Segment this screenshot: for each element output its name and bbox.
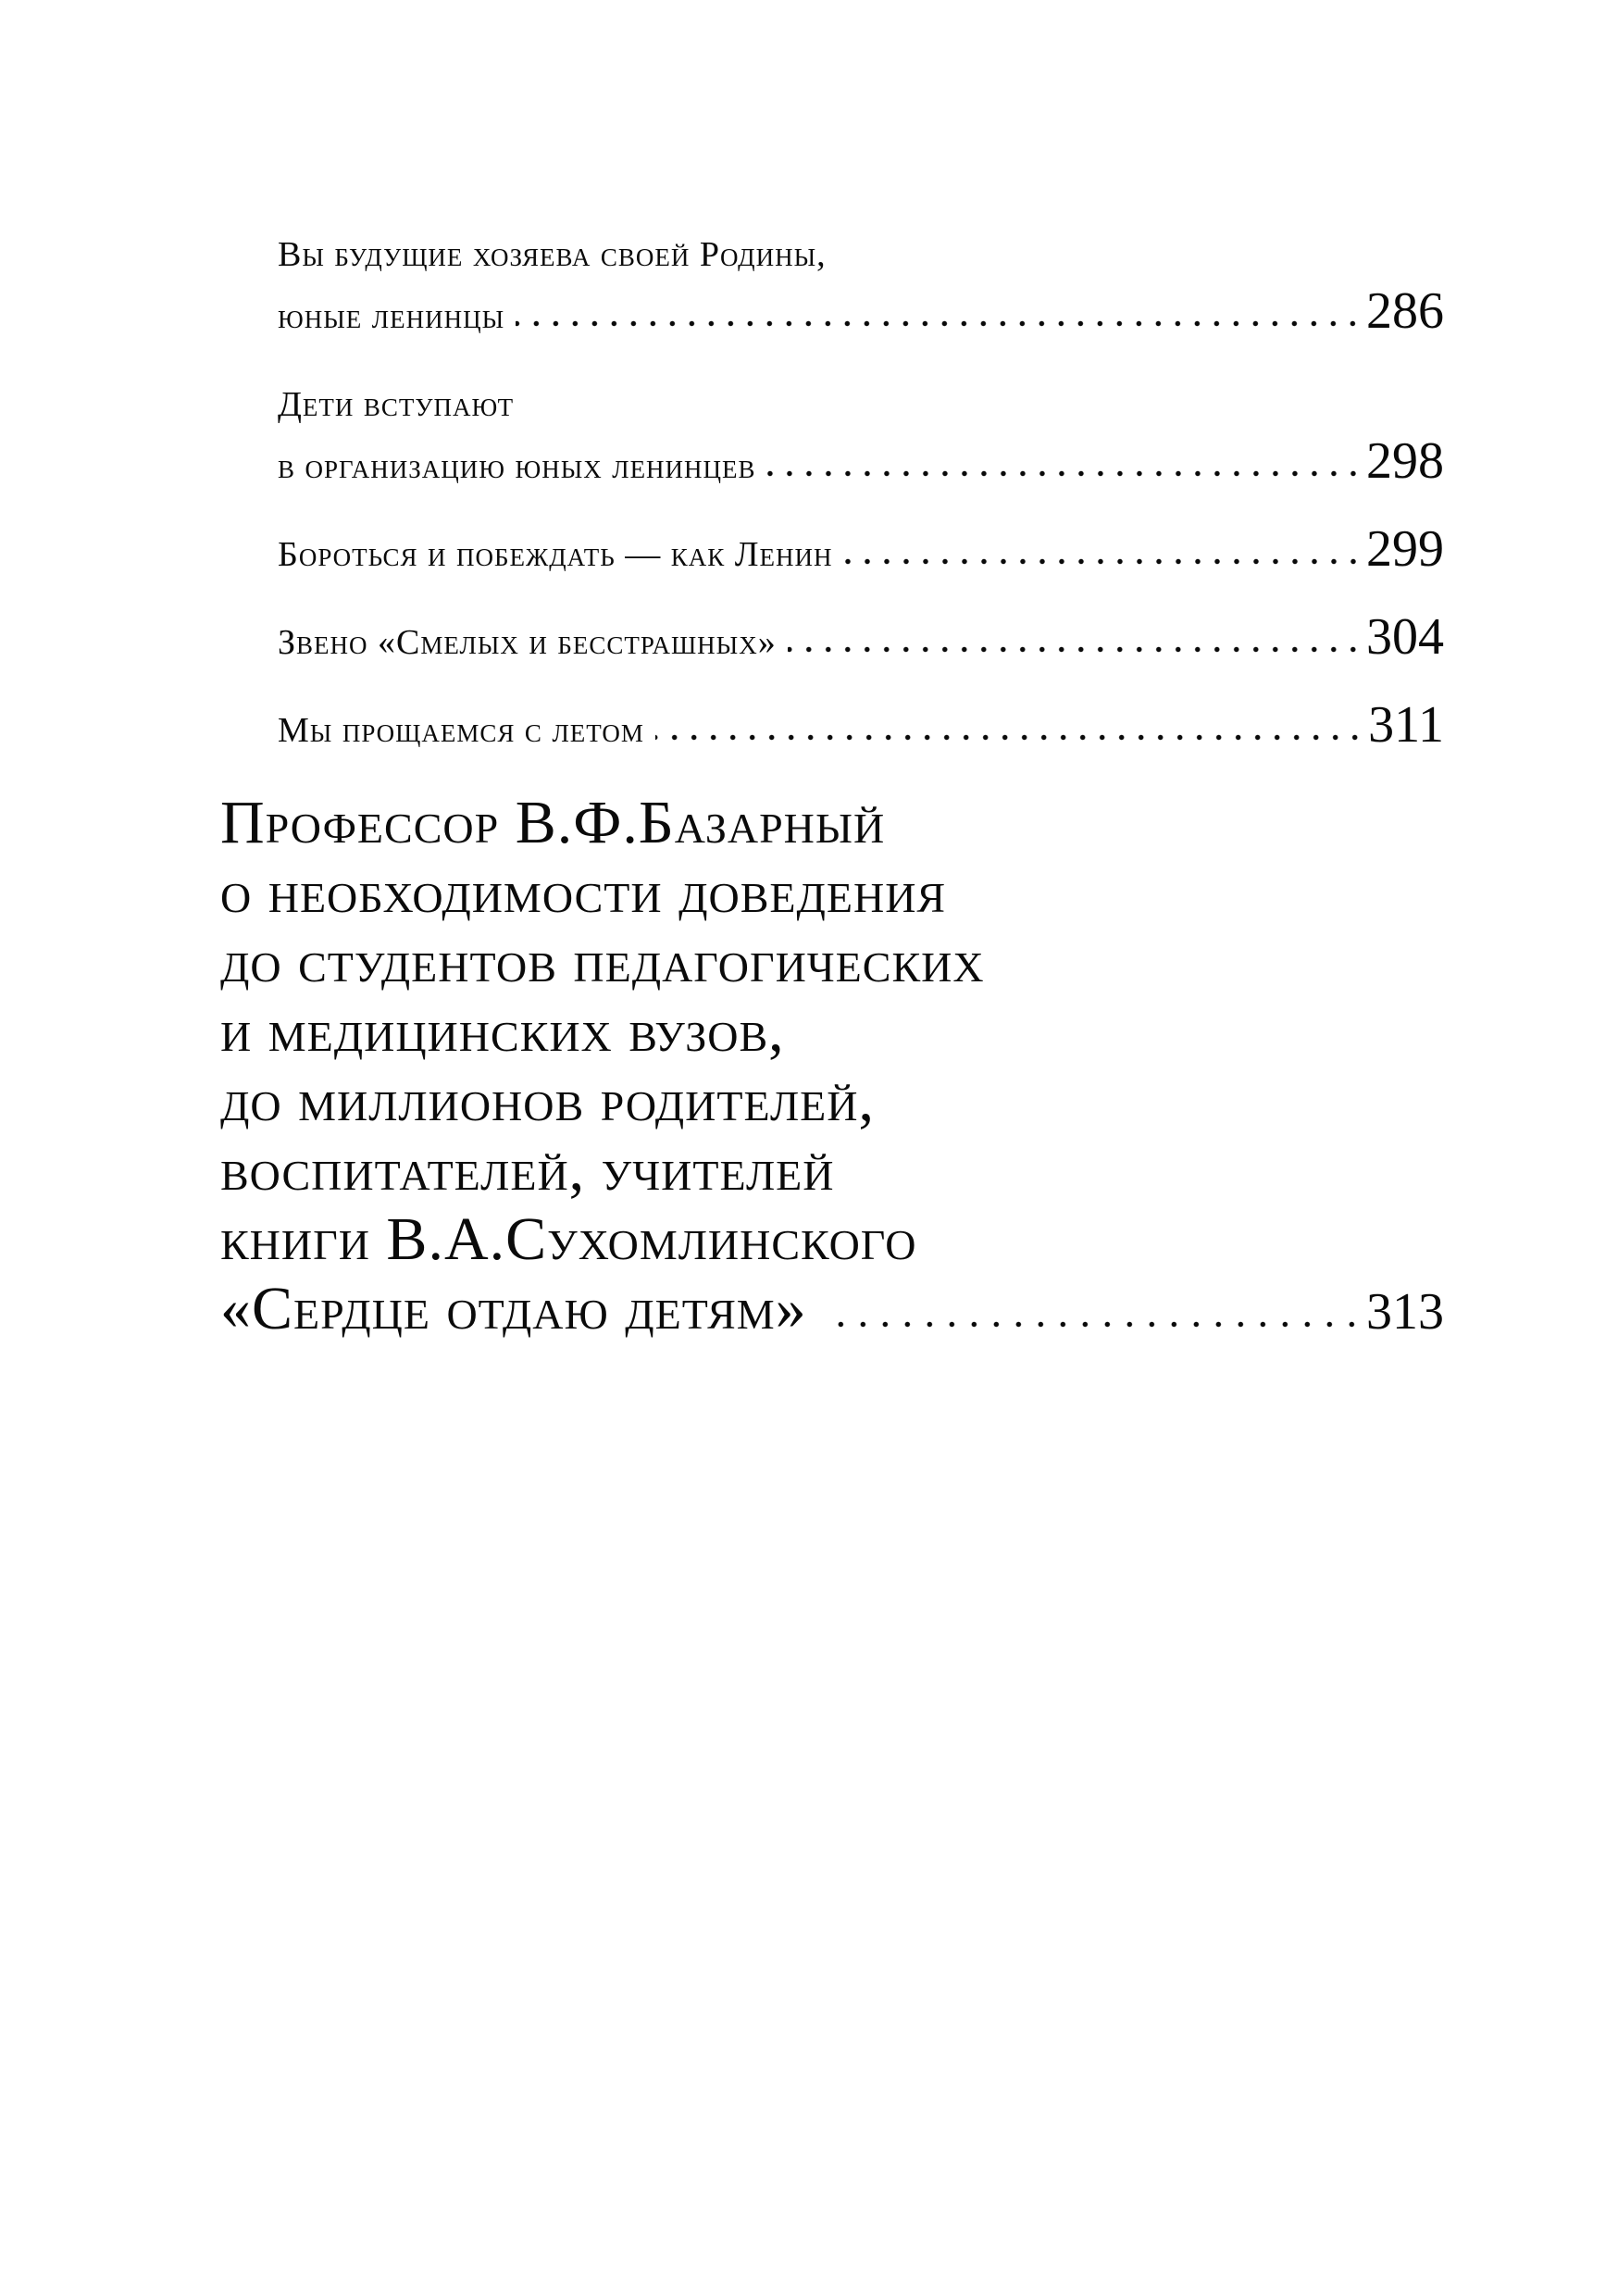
dot-leader [844, 557, 1363, 566]
toc-entry-text: Звено «Смелых и бесстрашных» [278, 623, 777, 662]
toc-entry-line: Звено «Смелых и бесстрашных» 304 [278, 612, 1444, 674]
toc-entry [220, 608, 1444, 674]
section-text: до студентов педагогических [220, 928, 985, 995]
dot-leader [788, 645, 1363, 654]
toc-content [220, 0, 1444, 1343]
section-line [220, 996, 1444, 1066]
section-line [220, 788, 1444, 857]
dot-leader [516, 319, 1363, 328]
toc-entry [220, 224, 1444, 348]
section-line [220, 1066, 1444, 1135]
toc-entry-text: Бороться и побеждать — как Ленин [278, 535, 833, 574]
toc-entry-line: Бороться и побеждать — как Ленин 299 [278, 524, 1444, 586]
toc-entry [220, 374, 1444, 498]
section-text: и медицинских вузов, [220, 997, 785, 1065]
toc-entry-line: в организацию юных ленинцев 298 [278, 436, 1444, 498]
dot-leader [767, 469, 1363, 478]
toc-entry-text: Вы будущие хозяева своей Родины, [278, 235, 827, 274]
toc-entry [220, 520, 1444, 586]
section-line [220, 857, 1444, 927]
section-line: «Сердце отдаю детям» 313 [220, 1275, 1444, 1342]
section-text: воспитателей, учителей [220, 1136, 835, 1204]
dot-leader [655, 733, 1364, 742]
toc-entry-text: Дети вступают [278, 385, 515, 424]
section-text: «Сердце отдаю детям» [220, 1275, 807, 1342]
section-line [220, 927, 1444, 996]
section-text: до миллионов родителей, [220, 1067, 875, 1134]
toc-entry-line: юные ленинцы 286 [278, 286, 1444, 348]
toc-entry-text: Мы прощаемся с летом [278, 711, 644, 750]
section-text: Профессор В.Ф.Базарный [220, 789, 886, 856]
toc-entry-text: в организацию юных ленинцев [278, 447, 756, 486]
toc-entry-line: Мы прощаемся с летом 311 [278, 700, 1444, 762]
section-line [220, 1135, 1444, 1204]
section-line [220, 1204, 1444, 1274]
toc-section-entry [220, 788, 1444, 1343]
toc-entry-text: юные ленинцы [278, 297, 505, 336]
section-text: книги В.А.Сухомлинского [220, 1205, 917, 1273]
section-text: о необходимости доведения [220, 858, 947, 926]
toc-entry-line [278, 374, 1444, 436]
dot-leader [824, 1320, 1363, 1329]
toc-entry-line [278, 224, 1444, 286]
toc-entry [220, 696, 1444, 762]
